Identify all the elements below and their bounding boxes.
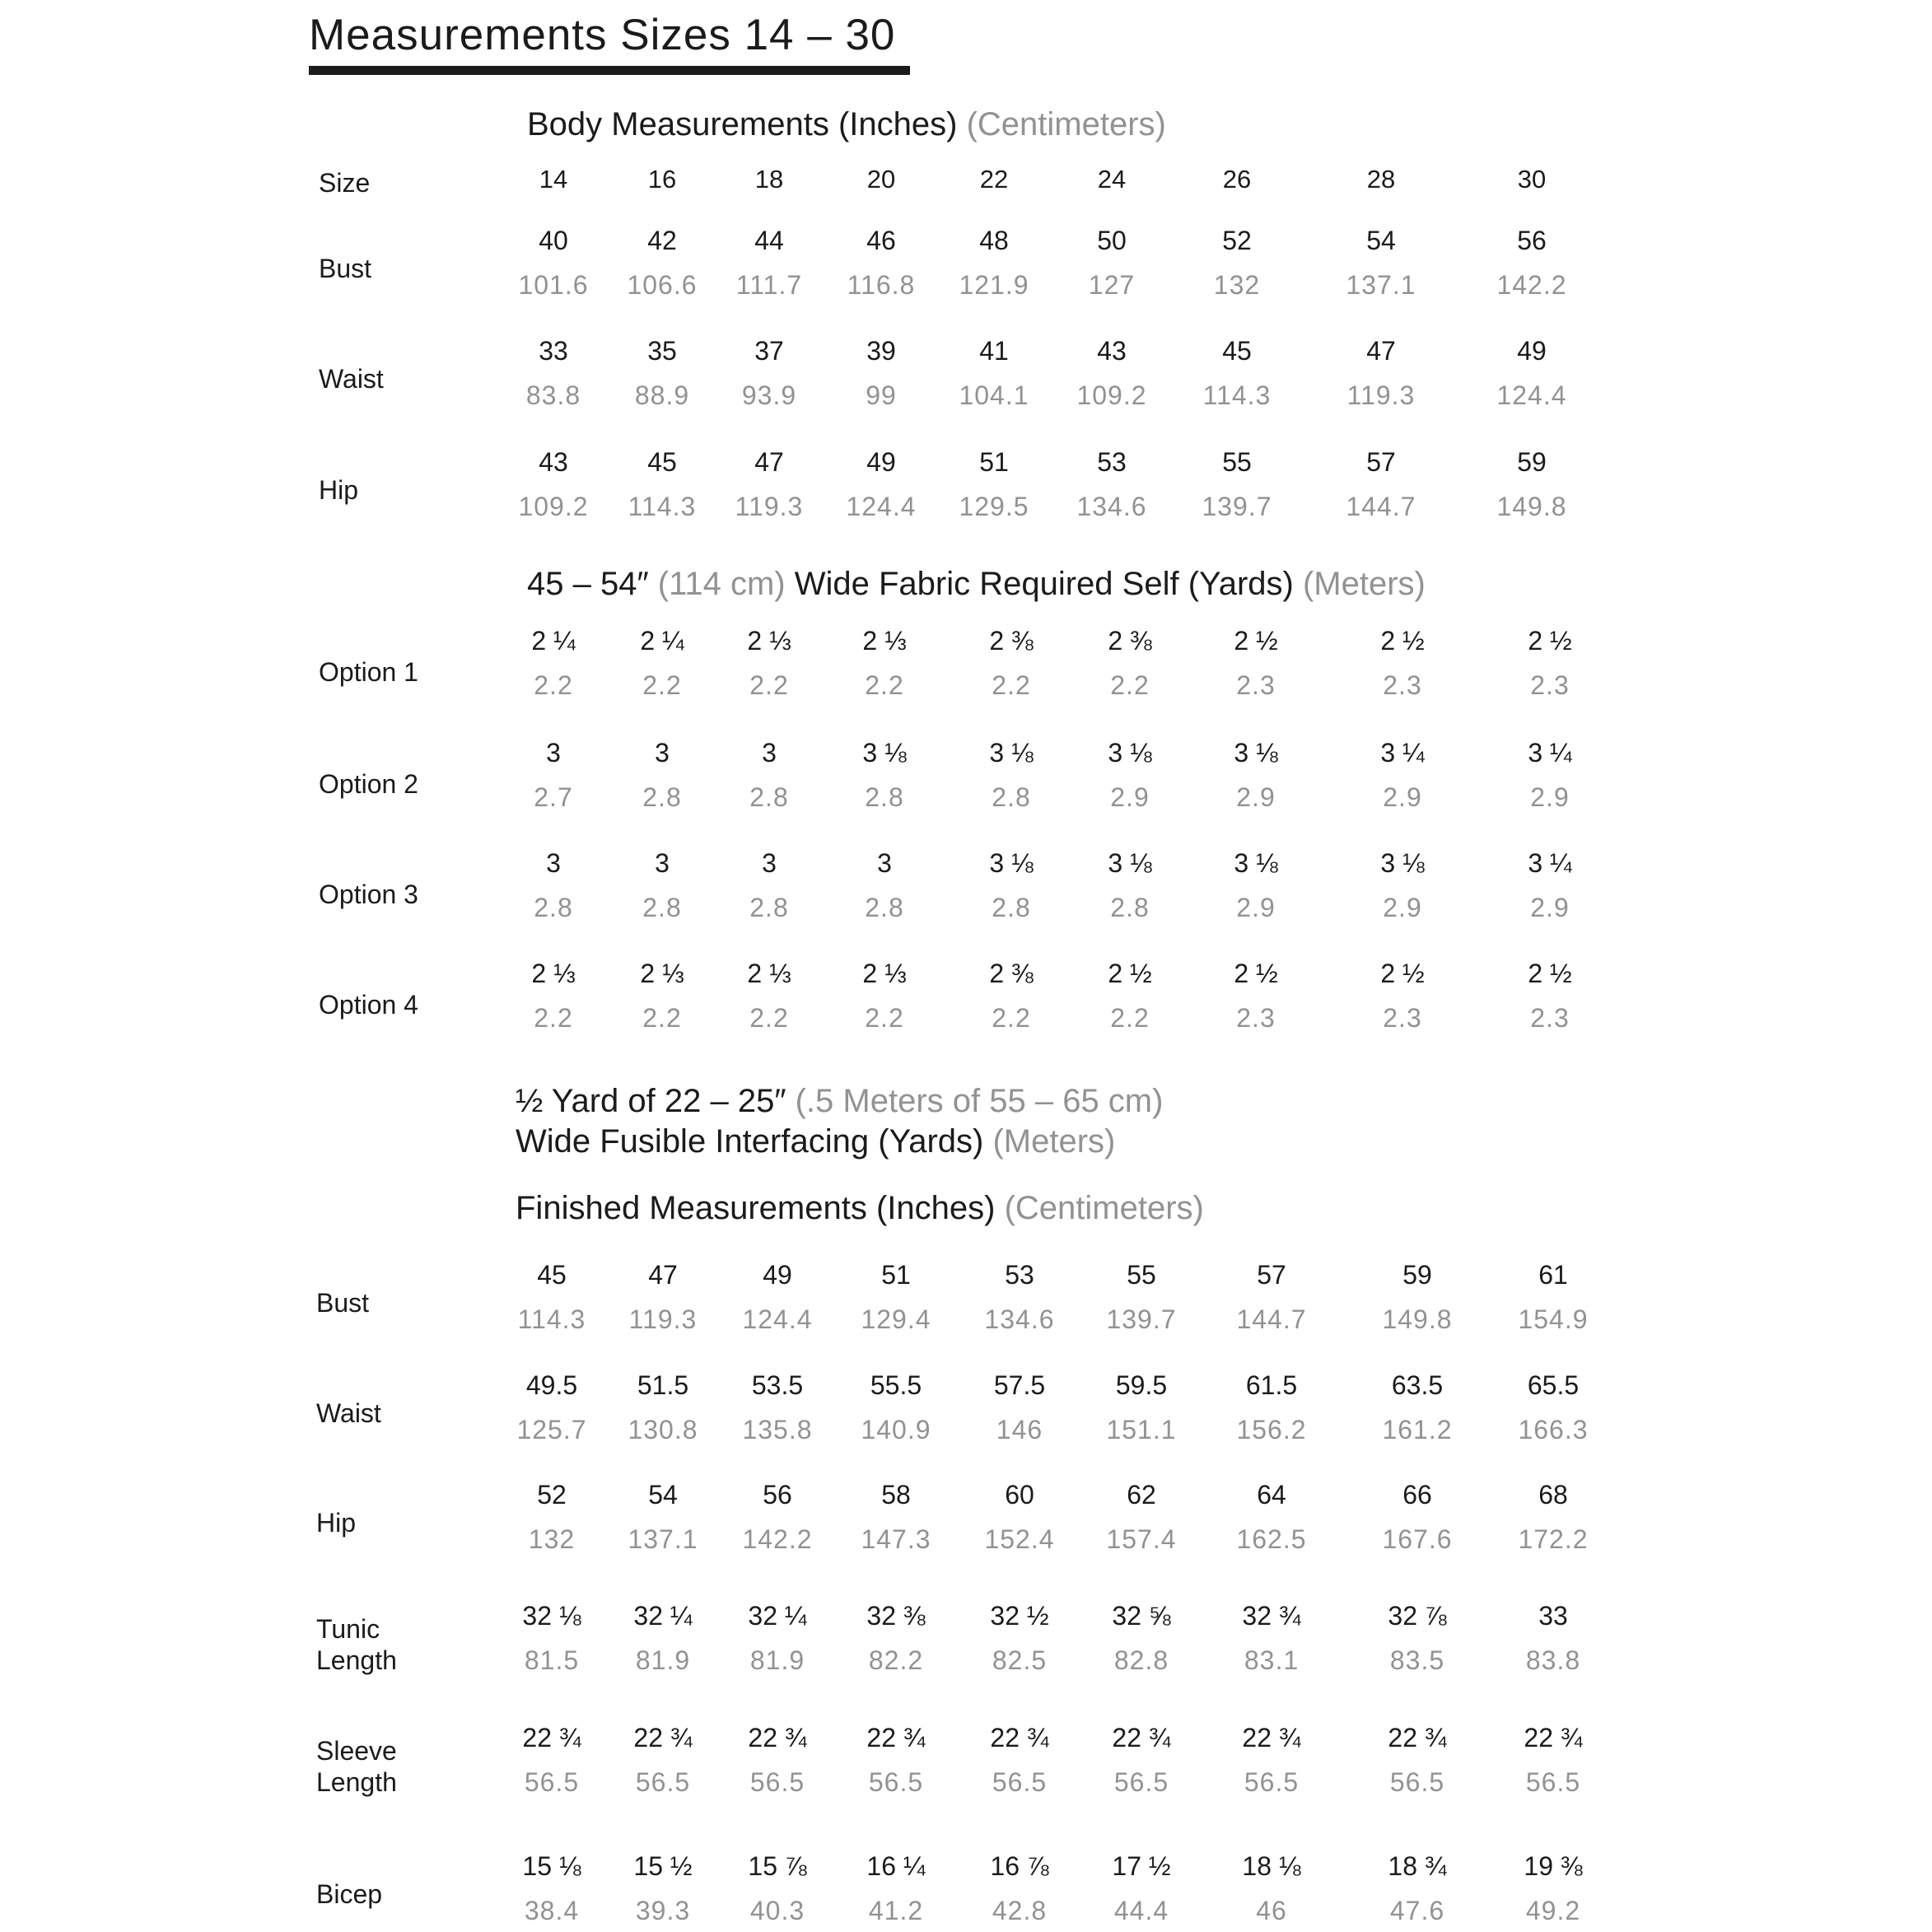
row-label-tunic: Tunic (316, 1614, 380, 1644)
inch-value: 57.5 (993, 1370, 1046, 1400)
cm-value: 49.2 (1525, 1896, 1581, 1925)
meter-value: 2.2 (865, 1003, 904, 1033)
inch-value: 49 (866, 447, 896, 477)
interfacing-yardage: ½ Yard of 22 – 25″ (516, 1083, 786, 1119)
meter-value: 2.2 (1110, 670, 1150, 700)
size-value: 22 (979, 165, 1009, 194)
cm-value: 157.4 (1106, 1524, 1177, 1554)
meter-value: 2.3 (1530, 670, 1570, 700)
cm-value: 119.3 (1346, 380, 1416, 410)
inch-value: 32 ¾ (1242, 1601, 1301, 1631)
inch-value: 22 ¾ (866, 1723, 926, 1752)
inch-value: 54 (1366, 226, 1396, 255)
yard-value: 2 ⅓ (747, 959, 791, 988)
yard-value: 3 ⅛ (1380, 848, 1425, 878)
cm-value: 114.3 (628, 492, 697, 521)
inch-value: 58 (881, 1480, 911, 1510)
cm-value: 88.9 (634, 380, 690, 410)
inch-value: 51 (881, 1260, 911, 1290)
row-label-hip: Hip (319, 475, 359, 505)
cm-value: 56.5 (992, 1767, 1048, 1797)
cm-value: 137.1 (628, 1524, 698, 1554)
yard-value: 3 (762, 848, 777, 878)
interfacing-line-1 (516, 1080, 1163, 1122)
inch-value: 56 (1517, 226, 1547, 255)
meter-value: 2.9 (1236, 893, 1276, 922)
inch-value: 45 (647, 447, 677, 477)
cm-value: 144.7 (1346, 492, 1416, 521)
meter-value: 2.2 (534, 670, 573, 700)
inch-value: 32 ¼ (633, 1601, 693, 1631)
inch-value: 22 ¾ (1388, 1723, 1447, 1752)
cm-value: 83.1 (1244, 1645, 1300, 1675)
yard-value: 2 ½ (1380, 626, 1425, 656)
yard-value: 2 ⅜ (989, 626, 1034, 656)
yard-value: 3 (877, 848, 892, 878)
meter-value: 2.3 (1530, 1003, 1570, 1033)
yard-value: 2 ⅓ (862, 626, 907, 656)
size-value: 24 (1097, 165, 1127, 194)
inch-value: 32 ⅞ (1388, 1601, 1447, 1631)
yard-value: 3 (762, 738, 777, 768)
cm-value: 81.9 (749, 1645, 805, 1675)
inch-value: 46 (866, 226, 896, 255)
inch-value: 45 (537, 1260, 567, 1290)
cm-value: 129.5 (959, 492, 1029, 521)
meter-value: 2.8 (992, 782, 1031, 812)
cm-value: 42.8 (992, 1896, 1048, 1925)
cm-value: 82.5 (992, 1645, 1048, 1675)
meter-value: 2.9 (1530, 893, 1570, 922)
row-label-sleeve-line2: Length (316, 1767, 397, 1797)
cm-value: 56.5 (749, 1767, 805, 1797)
inch-value: 18 ¾ (1388, 1851, 1447, 1881)
inch-value: 15 ⅛ (522, 1851, 581, 1881)
meter-value: 2.2 (992, 1003, 1031, 1033)
title-underline (309, 66, 910, 75)
cm-value: 82.2 (868, 1645, 924, 1675)
inch-value: 35 (647, 336, 677, 366)
cm-value: 144.7 (1236, 1304, 1307, 1334)
cm-value: 162.5 (1236, 1524, 1307, 1554)
inch-value: 43 (539, 447, 568, 477)
inch-value: 33 (1538, 1601, 1568, 1631)
meter-value: 2.9 (1236, 782, 1276, 812)
cm-value: 134.6 (984, 1304, 1055, 1334)
cm-value: 152.4 (984, 1524, 1055, 1554)
cm-value: 83.8 (525, 380, 581, 410)
cm-value: 114.3 (517, 1304, 586, 1334)
inch-value: 55 (1222, 447, 1252, 477)
inch-value: 32 ½ (990, 1601, 1049, 1631)
body-heading-unit: (Centimeters) (966, 106, 1166, 142)
cm-value: 56.5 (1525, 1767, 1581, 1797)
inch-value: 57 (1366, 447, 1396, 477)
cm-value: 127 (1088, 270, 1136, 300)
cm-value: 139.7 (1202, 492, 1272, 521)
inch-value: 41 (979, 336, 1009, 366)
body-measurements-heading (527, 104, 1166, 145)
meter-value: 2.2 (534, 1003, 573, 1033)
yard-value: 3 (655, 848, 670, 878)
row-label-tunic-line2: Length (316, 1645, 397, 1675)
meter-value: 2.8 (992, 893, 1031, 922)
inch-value: 54 (648, 1480, 678, 1510)
cm-value: 134.6 (1076, 492, 1147, 521)
inch-value: 18 ⅛ (1242, 1851, 1301, 1881)
interfacing-yardage-metric: (.5 Meters of 55 – 65 cm) (795, 1083, 1164, 1119)
inch-value: 22 ¾ (990, 1723, 1049, 1752)
cm-value: 81.5 (524, 1645, 580, 1675)
inch-value: 15 ⅞ (748, 1851, 807, 1881)
inch-value: 39 (866, 336, 896, 366)
fabric-width-in: 45 – 54″ (527, 566, 649, 602)
fabric-heading-unit: (Meters) (1302, 566, 1426, 602)
meter-value: 2.2 (992, 670, 1031, 700)
cm-value: 106.6 (627, 270, 698, 300)
inch-value: 42 (647, 226, 677, 255)
inch-value: 57 (1257, 1260, 1286, 1290)
fabric-heading-text: Wide Fabric Required Self (Yards) (794, 566, 1294, 602)
fabric-required-heading (527, 563, 1426, 604)
size-label: Size (319, 168, 371, 198)
yard-value: 2 ½ (1528, 959, 1572, 988)
meter-value: 2.8 (749, 782, 789, 812)
cm-value: 149.8 (1496, 492, 1567, 521)
cm-value: 109.2 (518, 492, 589, 521)
inch-value: 17 ½ (1112, 1851, 1171, 1881)
cm-value: 146 (996, 1415, 1043, 1444)
cm-value: 56.5 (635, 1767, 691, 1797)
inch-value: 51.5 (637, 1370, 689, 1400)
meter-value: 2.7 (534, 782, 573, 812)
meter-value: 2.2 (642, 670, 682, 700)
inch-value: 59.5 (1115, 1370, 1168, 1400)
cm-value: 167.6 (1382, 1524, 1453, 1554)
cm-value: 44.4 (1113, 1896, 1169, 1925)
yard-value: 2 ½ (1234, 959, 1278, 988)
inch-value: 49 (763, 1260, 792, 1290)
inch-value: 48 (979, 226, 1009, 255)
meter-value: 2.8 (865, 893, 904, 922)
inch-value: 19 ⅜ (1524, 1851, 1583, 1881)
inch-value: 32 ¼ (748, 1601, 807, 1631)
cm-value: 56.5 (1389, 1767, 1445, 1797)
yard-value: 3 ⅛ (1234, 848, 1278, 878)
yard-value: 2 ¼ (531, 626, 576, 656)
inch-value: 49 (1517, 336, 1547, 366)
finished-measurements-heading (516, 1188, 1204, 1229)
yard-value: 2 ⅜ (1108, 626, 1152, 656)
cm-value: 130.8 (628, 1415, 698, 1444)
inch-value: 16 ⅞ (990, 1851, 1049, 1881)
yard-value: 3 ¼ (1528, 848, 1572, 878)
cm-value: 109.2 (1076, 380, 1147, 410)
inch-value: 64 (1257, 1480, 1286, 1510)
yard-value: 3 ⅛ (1108, 848, 1152, 878)
meter-value: 2.8 (865, 782, 904, 812)
cm-value: 137.1 (1346, 270, 1416, 300)
yard-value: 3 ¼ (1528, 738, 1572, 768)
inch-value: 15 ½ (633, 1851, 693, 1881)
inch-value: 61 (1538, 1260, 1568, 1290)
yard-value: 3 ⅛ (1108, 738, 1152, 768)
cm-value: 119.3 (628, 1304, 698, 1334)
cm-value: 101.6 (518, 270, 589, 300)
inch-value: 33 (539, 336, 568, 366)
size-value: 20 (866, 165, 896, 194)
cm-value: 99 (866, 380, 897, 410)
meter-value: 2.8 (642, 782, 682, 812)
cm-value: 46 (1256, 1896, 1287, 1925)
meter-value: 2.3 (1383, 1003, 1422, 1033)
cm-value: 140.9 (861, 1415, 931, 1444)
inch-value: 44 (754, 226, 784, 255)
cm-value: 56.5 (1113, 1767, 1169, 1797)
yard-value: 3 (655, 738, 670, 768)
yard-value: 2 ⅓ (862, 959, 907, 988)
inch-value: 51 (979, 447, 1009, 477)
meter-value: 2.8 (749, 893, 789, 922)
interfacing-text: Wide Fusible Interfacing (Yards) (516, 1123, 984, 1160)
inch-value: 32 ⅝ (1112, 1601, 1171, 1631)
cm-value: 40.3 (749, 1896, 805, 1925)
meter-value: 2.3 (1236, 670, 1276, 700)
yard-value: 3 (546, 848, 561, 878)
row-label-option-1: Option 1 (319, 657, 418, 687)
row-label-waist: Waist (319, 364, 384, 394)
inch-value: 52 (1222, 226, 1252, 255)
inch-value: 32 ⅛ (522, 1601, 581, 1631)
meter-value: 2.2 (865, 670, 904, 700)
inch-value: 22 ¾ (1242, 1723, 1301, 1752)
row-label-finished-waist: Waist (316, 1398, 381, 1428)
meter-value: 2.9 (1383, 893, 1422, 922)
inch-value: 52 (537, 1480, 567, 1510)
meter-value: 2.3 (1236, 1003, 1276, 1033)
inch-value: 22 ¾ (522, 1723, 581, 1752)
row-label-sleeve: Sleeve (316, 1736, 397, 1766)
meter-value: 2.2 (749, 670, 789, 700)
row-label-option-2: Option 2 (319, 769, 418, 799)
yard-value: 2 ½ (1234, 626, 1278, 656)
inch-value: 47 (1366, 336, 1396, 366)
cm-value: 56.5 (524, 1767, 580, 1797)
size-value: 18 (754, 165, 784, 194)
row-label-option-4: Option 4 (319, 990, 418, 1020)
cm-value: 132 (528, 1524, 576, 1554)
yard-value: 2 ½ (1528, 626, 1572, 656)
body-heading-text: Body Measurements (Inches) (527, 106, 958, 142)
cm-value: 142.2 (742, 1524, 813, 1554)
page-title: Measurements Sizes 14 – 30 (309, 11, 896, 59)
cm-value: 114.3 (1202, 380, 1272, 410)
cm-value: 104.1 (959, 380, 1029, 410)
inch-value: 65.5 (1527, 1370, 1580, 1400)
inch-value: 37 (754, 336, 784, 366)
cm-value: 119.3 (735, 492, 804, 521)
size-value: 14 (539, 165, 568, 194)
inch-value: 43 (1097, 336, 1127, 366)
row-label-option-3: Option 3 (319, 880, 418, 909)
row-label-finished-bicep: Bicep (316, 1879, 383, 1909)
inch-value: 45 (1222, 336, 1252, 366)
yard-value: 2 ⅜ (989, 959, 1034, 988)
inch-value: 66 (1402, 1480, 1432, 1510)
cm-value: 135.8 (742, 1415, 813, 1444)
cm-value: 154.9 (1518, 1304, 1589, 1334)
cm-value: 156.2 (1236, 1415, 1307, 1444)
cm-value: 132 (1213, 270, 1261, 300)
yard-value: 2 ⅓ (640, 959, 684, 988)
inch-value: 47 (754, 447, 784, 477)
size-value: 30 (1517, 165, 1547, 194)
yard-value: 3 (546, 738, 561, 768)
yard-value: 2 ¼ (640, 626, 684, 656)
yard-value: 3 ⅛ (862, 738, 907, 768)
meter-value: 2.9 (1383, 782, 1422, 812)
inch-value: 55 (1127, 1260, 1156, 1290)
size-value: 28 (1366, 165, 1396, 194)
cm-value: 151.1 (1106, 1415, 1177, 1444)
meter-value: 2.9 (1110, 782, 1150, 812)
cm-value: 111.7 (735, 270, 803, 300)
inch-value: 59 (1517, 447, 1547, 477)
row-label-bust: Bust (319, 254, 372, 283)
inch-value: 60 (1005, 1480, 1034, 1510)
yard-value: 3 ¼ (1380, 738, 1425, 768)
cm-value: 149.8 (1382, 1304, 1453, 1334)
inch-value: 22 ¾ (633, 1723, 693, 1752)
meter-value: 2.8 (1110, 893, 1150, 922)
inch-value: 53.5 (751, 1370, 804, 1400)
cm-value: 125.7 (516, 1415, 587, 1444)
meter-value: 2.2 (1110, 1003, 1150, 1033)
size-value: 16 (647, 165, 677, 194)
yard-value: 2 ⅓ (531, 959, 576, 988)
finished-heading-unit: (Centimeters) (1004, 1190, 1204, 1226)
cm-value: 56.5 (868, 1767, 924, 1797)
inch-value: 32 ⅜ (866, 1601, 926, 1631)
cm-value: 142.2 (1496, 270, 1567, 300)
row-label-finished-bust: Bust (316, 1288, 370, 1318)
cm-value: 116.8 (847, 270, 916, 300)
finished-heading-text: Finished Measurements (Inches) (516, 1190, 996, 1226)
meter-value: 2.2 (749, 1003, 789, 1033)
cm-value: 83.5 (1389, 1645, 1445, 1675)
interfacing-line-2 (516, 1121, 1115, 1162)
meter-value: 2.3 (1383, 670, 1422, 700)
meter-value: 2.2 (642, 1003, 682, 1033)
cm-value: 56.5 (1244, 1767, 1300, 1797)
cm-value: 83.8 (1525, 1645, 1581, 1675)
inch-value: 68 (1538, 1480, 1568, 1510)
cm-value: 121.9 (959, 270, 1029, 300)
inch-value: 62 (1127, 1480, 1156, 1510)
inch-value: 50 (1097, 226, 1127, 255)
inch-value: 22 ¾ (748, 1723, 807, 1752)
inch-value: 59 (1402, 1260, 1432, 1290)
inch-value: 53 (1005, 1260, 1034, 1290)
inch-value: 22 ¾ (1112, 1723, 1171, 1752)
inch-value: 55.5 (870, 1370, 922, 1400)
yard-value: 3 ⅛ (989, 738, 1034, 768)
cm-value: 82.8 (1113, 1645, 1169, 1675)
interfacing-unit: (Meters) (992, 1123, 1116, 1160)
meter-value: 2.8 (534, 893, 573, 922)
inch-value: 47 (648, 1260, 678, 1290)
cm-value: 161.2 (1382, 1415, 1453, 1444)
inch-value: 22 ¾ (1524, 1723, 1583, 1752)
cm-value: 81.9 (635, 1645, 691, 1675)
size-value: 26 (1222, 165, 1252, 194)
row-label-finished-hip: Hip (316, 1508, 357, 1538)
meter-value: 2.8 (642, 893, 682, 922)
yard-value: 2 ⅓ (747, 626, 791, 656)
yard-value: 3 ⅛ (989, 848, 1034, 878)
inch-value: 16 ¼ (866, 1851, 926, 1881)
yard-value: 3 ⅛ (1234, 738, 1278, 768)
inch-value: 63.5 (1391, 1370, 1444, 1400)
cm-value: 41.2 (868, 1896, 924, 1925)
cm-value: 38.4 (524, 1896, 580, 1925)
yard-value: 2 ½ (1108, 959, 1152, 988)
cm-value: 39.3 (635, 1896, 691, 1925)
cm-value: 124.4 (742, 1304, 813, 1334)
cm-value: 139.7 (1106, 1304, 1177, 1334)
inch-value: 49.5 (525, 1370, 578, 1400)
yard-value: 2 ½ (1380, 959, 1425, 988)
cm-value: 147.3 (861, 1524, 931, 1554)
inch-value: 61.5 (1245, 1370, 1298, 1400)
cm-value: 124.4 (846, 492, 917, 521)
fabric-width-cm: (114 cm) (657, 566, 786, 602)
inch-value: 40 (539, 226, 568, 255)
cm-value: 166.3 (1518, 1415, 1589, 1444)
cm-value: 93.9 (741, 380, 797, 410)
cm-value: 47.6 (1389, 1896, 1445, 1925)
inch-value: 56 (763, 1480, 792, 1510)
meter-value: 2.9 (1530, 782, 1570, 812)
cm-value: 172.2 (1518, 1524, 1589, 1554)
cm-value: 129.4 (861, 1304, 931, 1334)
cm-value: 124.4 (1496, 380, 1567, 410)
inch-value: 53 (1097, 447, 1127, 477)
